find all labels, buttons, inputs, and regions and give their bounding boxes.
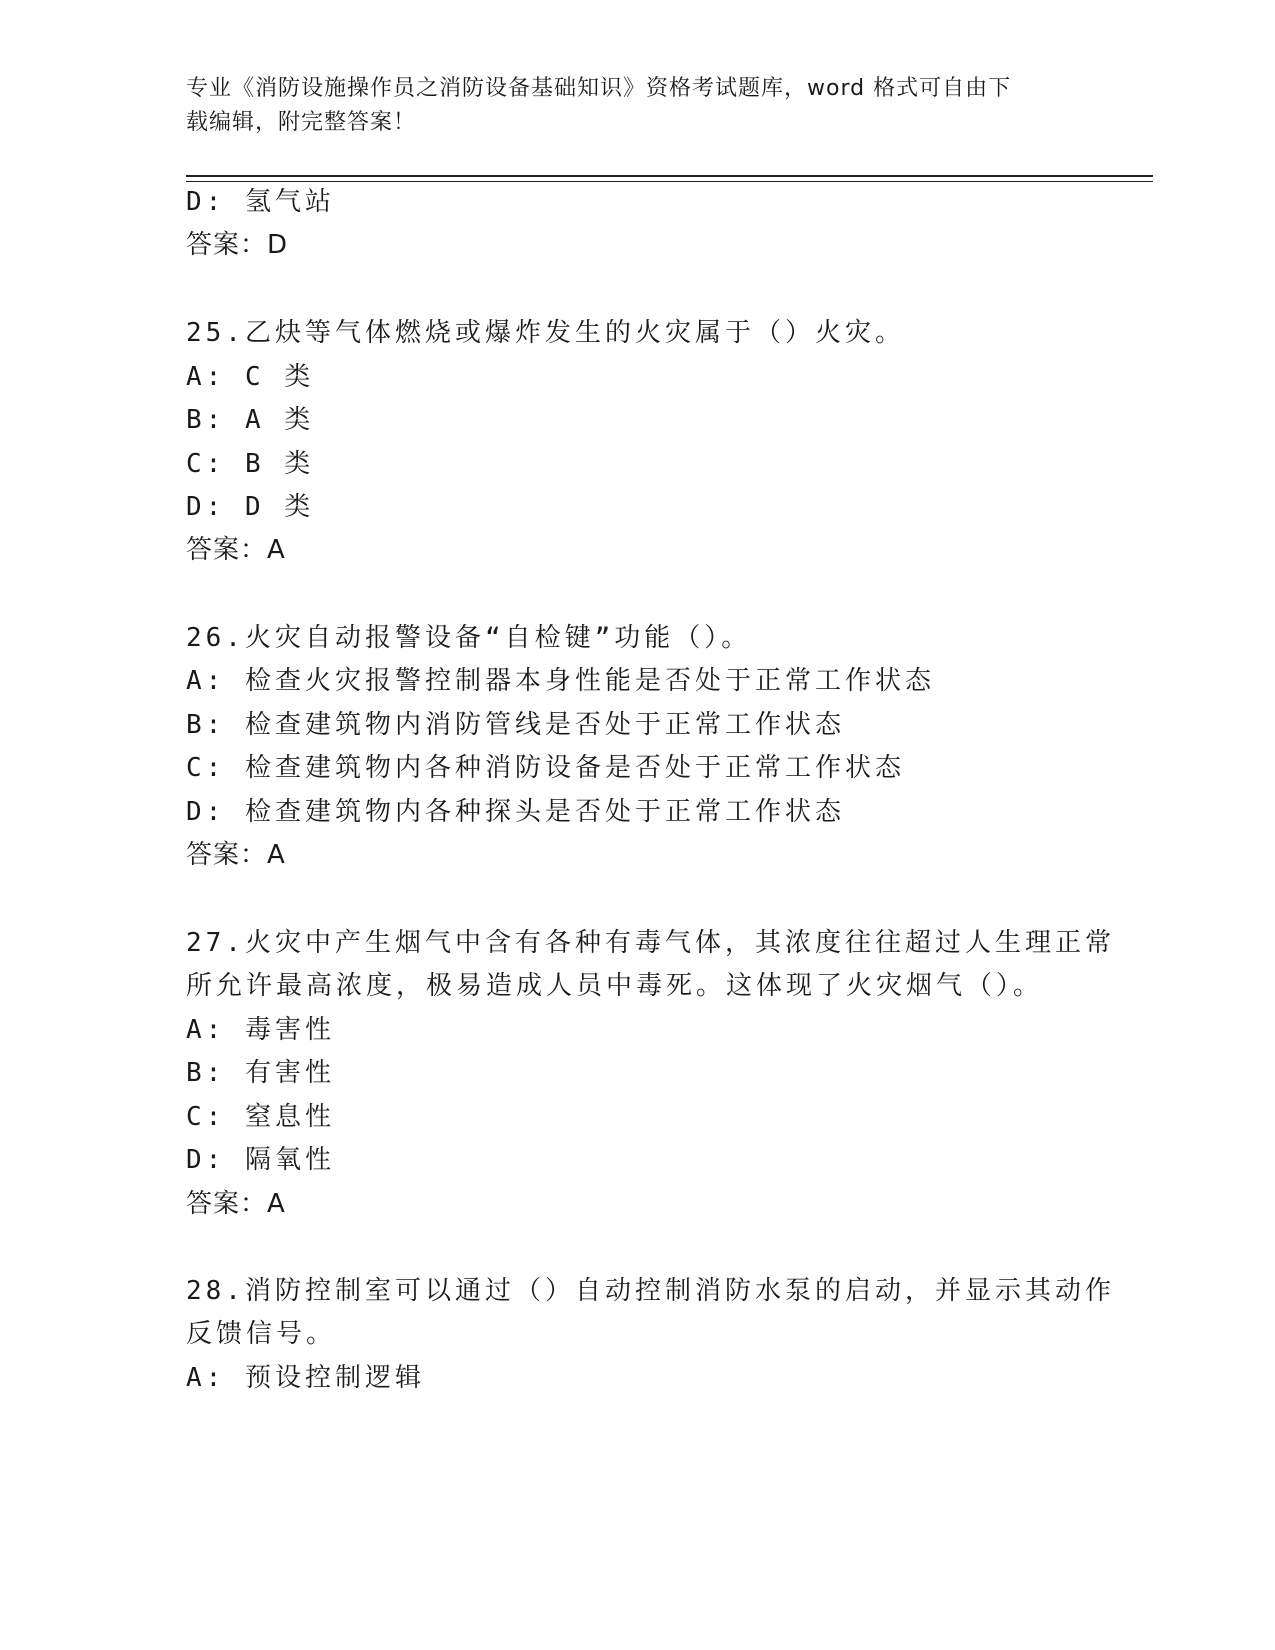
- q27-option-c: C: 窒息性: [186, 1102, 335, 1132]
- q26-option-b: B: 检查建筑物内消防管线是否处于正常工作状态: [186, 710, 845, 740]
- q28-stem-line-1: 28.消防控制室可以通过（）自动控制消防水泵的启动，并显示其动作: [186, 1276, 1115, 1306]
- q27-stem-line-2: 所允许最高浓度，极易造成人员中毒死。这体现了火灾烟气（）。: [186, 971, 1044, 1001]
- prev-option-d: D: 氢气站: [186, 187, 335, 217]
- q27-option-b: B: 有害性: [186, 1058, 335, 1088]
- q25-stem: 25.乙炔等气体燃烧或爆炸发生的火灾属于（）火灾。: [186, 318, 905, 348]
- q28-option-a: A: 预设控制逻辑: [186, 1363, 425, 1393]
- q25-option-c: C: B 类: [186, 449, 315, 479]
- q26-answer: 答案：A: [186, 840, 286, 870]
- q25-option-b: B: A 类: [186, 405, 315, 435]
- q27-option-d: D: 隔氧性: [186, 1145, 335, 1175]
- q26-option-c: C: 检查建筑物内各种消防设备是否处于正常工作状态: [186, 753, 905, 783]
- document-header: [186, 72, 1066, 140]
- header-line-1: 专业《消防设施操作员之消防设备基础知识》资格考试题库，word 格式可自由下: [186, 76, 1012, 101]
- q27-stem-line-1: 27.火灾中产生烟气中含有各种有毒气体，其浓度往往超过人生理正常: [186, 928, 1115, 958]
- q25-option-d: D: D 类: [186, 492, 315, 522]
- header-line-2: 载编辑，附完整答案！: [186, 110, 417, 135]
- q26-option-a: A: 检查火灾报警控制器本身性能是否处于正常工作状态: [186, 666, 935, 696]
- q27-answer: 答案：A: [186, 1189, 286, 1219]
- q25-answer: 答案：A: [186, 535, 286, 565]
- prev-answer: 答案：D: [186, 230, 289, 260]
- header-rule-thick: [186, 175, 1153, 177]
- q25-option-a: A: C 类: [186, 362, 315, 392]
- q28-stem-line-2: 反馈信号。: [186, 1319, 337, 1349]
- q26-stem: 26.火灾自动报警设备“自检键”功能（）。: [186, 623, 752, 653]
- q27-option-a: A: 毒害性: [186, 1015, 335, 1045]
- q26-option-d: D: 检查建筑物内各种探头是否处于正常工作状态: [186, 797, 845, 827]
